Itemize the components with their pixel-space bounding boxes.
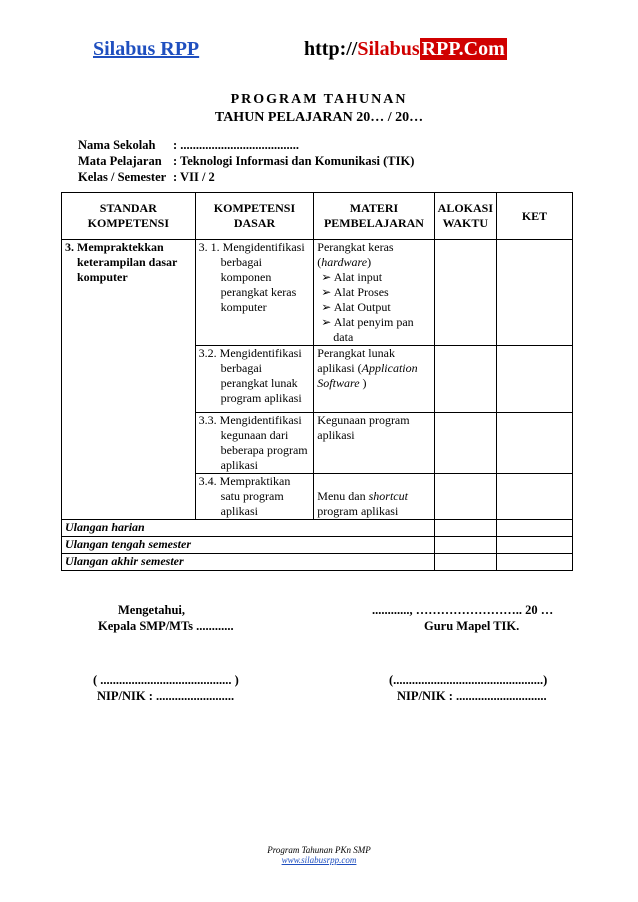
info-row-class [0, 170, 638, 186]
table-footer-row [62, 554, 573, 571]
table-row [62, 240, 573, 346]
info-value: : ...................................... [173, 138, 300, 152]
kd-cell [195, 240, 314, 346]
kd-cell [195, 346, 314, 413]
site-url[interactable] [304, 38, 507, 61]
table-footer-row [62, 537, 573, 554]
header-kompetensi: KOMPETENSI DASAR [195, 193, 314, 240]
info-label: Kelas / Semester [78, 170, 167, 184]
sig-right-role: Guru Mapel TIK. [424, 619, 520, 633]
url-box: RPP.Com [421, 38, 505, 60]
info-label: Mata Pelajaran [78, 154, 162, 168]
materi-cell: Kegunaan program aplikasi [314, 413, 434, 474]
kd-text: 3. 1. Mengidentifikasi berbagai komponen perangkat keras komputer [198, 240, 305, 314]
list-item: ➢ Alat Proses [321, 285, 389, 299]
header-standar: STANDAR KOMPETENSI [62, 193, 196, 240]
footer-label: Ulangan harian [62, 520, 435, 537]
sig-left-heading: Mengetahui, [118, 603, 186, 617]
document-subtitle: TAHUN PELAJARAN 20… / 20… [214, 110, 424, 125]
sig-right-date: ............, …………………….. 20 … [372, 603, 554, 617]
standar-text: 3. Mempraktekkan keterampilan dasar komputer [65, 240, 178, 284]
footer-label: Ulangan akhir semester [62, 554, 435, 571]
program-table [61, 192, 573, 571]
info-label: Nama Sekolah [78, 138, 156, 152]
ket-cell [497, 346, 573, 413]
list-item: ➢ Alat input [321, 270, 383, 284]
footer-link[interactable]: www.silabusrpp.com [281, 855, 357, 865]
ket-cell [497, 520, 573, 537]
materi-cell: Menu dan shortcut program aplikasi [314, 474, 434, 520]
sig-right-name: (................................................) [389, 673, 548, 687]
sig-right-nip: NIP/NIK : ............................. [397, 689, 547, 703]
materi-cell: Perangkat keras (hardware) ➢ Alat input ➢ Alat Proses ➢ Alat Output ➢ Alat penyim pan data [314, 240, 434, 346]
alokasi-cell [434, 346, 496, 413]
header-ket: KET [497, 193, 573, 240]
page-footer [0, 845, 638, 865]
ket-cell [497, 537, 573, 554]
kd-text: 3.3. Mengidentifikasi kegunaan dari beberapa program aplikasi [198, 413, 308, 472]
alokasi-cell [434, 413, 496, 474]
sig-left-role: Kepala SMP/MTs ............ [98, 619, 234, 633]
kd-text: 3.2. Mengidentifikasi berbagai perangkat lunak program aplikasi [198, 346, 302, 405]
standar-cell [62, 240, 196, 520]
materi-cell: Perangkat lunak aplikasi (Application Software ) [314, 346, 434, 413]
alokasi-cell [434, 474, 496, 520]
kd-cell [195, 413, 314, 474]
url-prefix: http:// [304, 38, 358, 60]
header-materi: MATERI PEMBELAJARAN [314, 193, 434, 240]
info-row-school [0, 138, 638, 154]
table-header-row [62, 193, 573, 240]
ket-cell [497, 413, 573, 474]
materi-italic: hardware [321, 255, 368, 269]
alokasi-cell [434, 537, 496, 554]
footer-caption: Program Tahunan PKn SMP [267, 845, 371, 855]
ket-cell [497, 554, 573, 571]
alokasi-cell [434, 240, 496, 346]
brand-title[interactable]: Silabus RPP [93, 38, 200, 60]
sig-left-name: ( .......................................... ) [93, 673, 239, 687]
info-row-subject [0, 154, 638, 170]
info-value: : Teknologi Informasi dan Komunikasi (TIK) [173, 154, 415, 168]
list-item: ➢ Alat penyim pan data [321, 315, 414, 344]
document-title: PROGRAM TAHUNAN [230, 92, 408, 107]
alokasi-cell [434, 554, 496, 571]
table-footer-row [62, 520, 573, 537]
sig-left-nip: NIP/NIK : ......................... [97, 689, 235, 703]
materi-text: Perangkat keras [317, 240, 394, 254]
info-value: : VII / 2 [173, 170, 215, 184]
ket-cell [497, 474, 573, 520]
list-item: ➢ Alat Output [321, 300, 391, 314]
header-alokasi: ALOKASI WAKTU [434, 193, 496, 240]
kd-text: 3.4. Mempraktikan satu program aplikasi [198, 474, 291, 518]
alokasi-cell [434, 520, 496, 537]
url-red: Silabus [357, 38, 420, 60]
kd-cell [195, 474, 314, 520]
ket-cell [497, 240, 573, 346]
footer-label: Ulangan tengah semester [62, 537, 435, 554]
